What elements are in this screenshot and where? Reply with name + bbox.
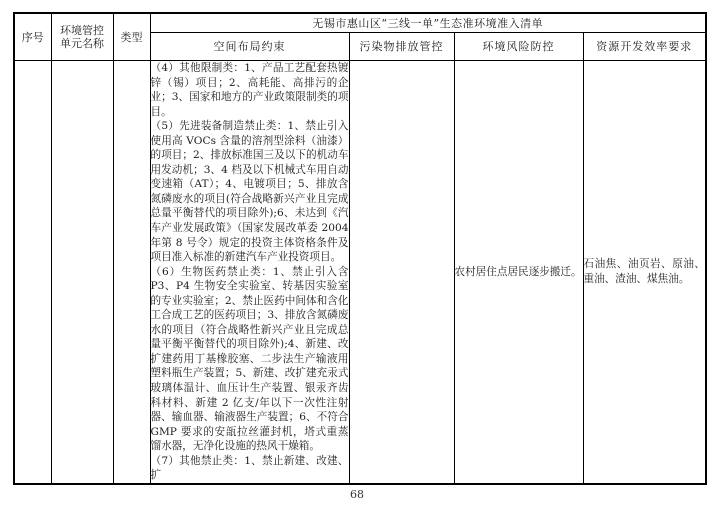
header-risk-prevention: 环境风险防控 <box>454 33 583 61</box>
cell-resource-efficiency: 石油焦、油页岩、原油、重油、渣油、煤焦油。 <box>583 61 706 484</box>
access-list-table <box>13 12 707 485</box>
cell-pollutant-control <box>349 61 454 484</box>
spatial-paragraph-6: （6）生物医药禁止类：1、禁止引入含 P3、P4 生物安全实验室、转基因实验室的专业实验室；2、禁止医药中间体和含化工合成工艺的医药项目；3、排放含氮磷废水的项目（符合战略性新兴产业且完成总量平衡平衡替代的项目除外);4、新建、改扩建药用丁基橡胶塞、二步法生产输液用塑料瓶生产装置；5、新建、改扩建充汞式玻璃体温计、血压计生产装置、银汞齐齿科材料、新建 2 亿支/年以下一次性注射器、输血器、输液器生产装置；6、不符合 GMP 要求的安瓿拉丝灌封机，塔式重蒸馏水器，无净化设施的热风干燥箱。 <box>150 265 349 453</box>
spatial-paragraph-5: （5）先进装备制造禁止类：1、禁止引入使用高 VOCs 含量的溶剂型涂料（油漆）的项目；2、排放标准国三及以下的机动车用发动机；3、4 档及以下机械式车用自动变速箱（AT）；4、电镀项目；5、排放含氮磷废水的项目(符合战略新兴产业且完成总量平衡替代的项目除外);6、未达到《汽车产业发展政策》（国家发展改革委 2004 年第 8 号令）规定的投资主体资格条件及项目准入标准的新建汽车产业投资项目。 <box>150 120 349 264</box>
table-title: 无锡市惠山区“三线一单”生态准环境准入清单 <box>150 13 706 33</box>
spatial-paragraph-7: （7）其他禁止类：1、禁止新建、改建、扩 <box>150 454 349 482</box>
header-type: 类型 <box>113 13 150 61</box>
header-pollutant-control: 污染物排放管控 <box>349 33 454 61</box>
header-unit-name: 环境管控单元名称 <box>51 13 113 61</box>
cell-index <box>14 61 51 484</box>
cell-spatial-constraints <box>150 61 349 484</box>
cell-risk-prevention: 农村居住点居民逐步搬迁。 <box>454 61 583 484</box>
page-number: 68 <box>350 488 364 501</box>
spatial-paragraph-4: （4）其他限制类：1、产品工艺配套热镀锌（锡）项目；2、高耗能、高排污的企业；3、国家和地方的产业政策限制类的项目。 <box>150 62 349 118</box>
header-resource-efficiency: 资源开发效率要求 <box>583 33 706 61</box>
cell-unit-name <box>51 61 113 484</box>
header-spatial-constraints: 空间布局约束 <box>150 33 349 61</box>
header-index: 序号 <box>14 13 51 61</box>
cell-type <box>113 61 150 484</box>
